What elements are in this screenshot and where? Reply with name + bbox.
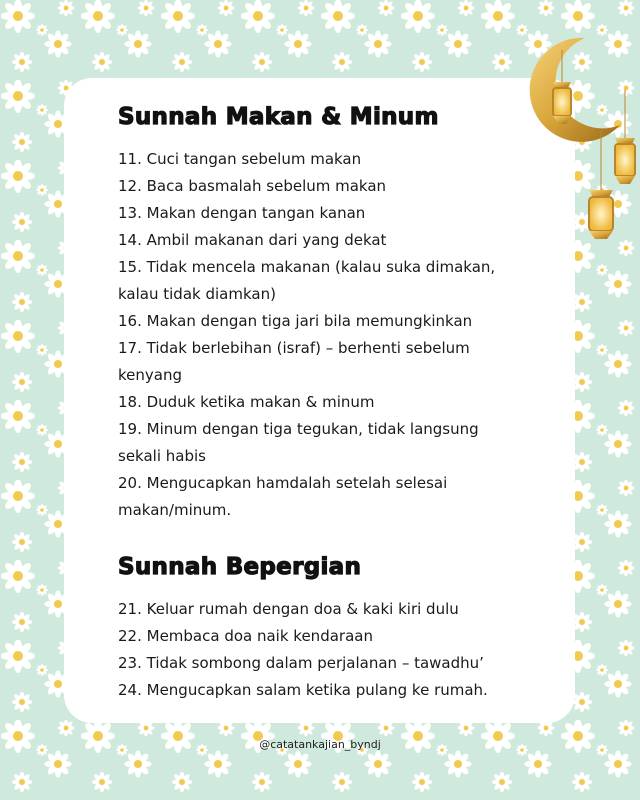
list-item: 11. Cuci tangan sebelum makan <box>118 150 362 168</box>
section-title-bepergian: Sunnah Bepergian <box>118 554 362 580</box>
list-item: 13. Makan dengan tangan kanan <box>118 204 366 222</box>
list-item: 17. Tidak berlebihan (israf) – berhenti sebelum kenyang <box>118 339 470 384</box>
list-item: 19. Minum dengan tiga tegukan, tidak langsung sekali habis <box>118 420 479 465</box>
list-item: 12. Baca basmalah sebelum makan <box>118 177 387 195</box>
crescent-moon-icon <box>530 38 620 142</box>
lantern-icon <box>589 190 613 239</box>
list-makan-minum <box>118 146 575 524</box>
list-item: 24. Mengucapkan salam ketika pulang ke rumah. <box>118 681 488 699</box>
list-item: 16. Makan dengan tiga jari bila memungkinkan <box>118 312 473 330</box>
author-handle: @catatankajian_byndj <box>259 738 381 751</box>
content-card <box>64 78 575 723</box>
list-item: 22. Membaca doa naik kendaraan <box>118 627 373 645</box>
lantern-icon <box>615 138 635 184</box>
list-item: 18. Duduk ketika makan & minum <box>118 393 375 411</box>
list-bepergian <box>118 596 575 704</box>
list-item: 15. Tidak mencela makanan (kalau suka dimakan, kalau tidak diamkan) <box>118 258 496 303</box>
list-item: 23. Tidak sombong dalam perjalanan – tawadhu’ <box>118 654 484 672</box>
section-title-makan-minum: Sunnah Makan & Minum <box>118 104 439 130</box>
lantern-icon <box>553 82 571 124</box>
list-item: 14. Ambil makanan dari yang dekat <box>118 231 387 249</box>
list-item: 21. Keluar rumah dengan doa & kaki kiri dulu <box>118 600 459 618</box>
list-item: 20. Mengucapkan hamdalah setelah selesai makan/minum. <box>118 474 448 519</box>
crescent-lantern-ornament <box>515 30 640 240</box>
